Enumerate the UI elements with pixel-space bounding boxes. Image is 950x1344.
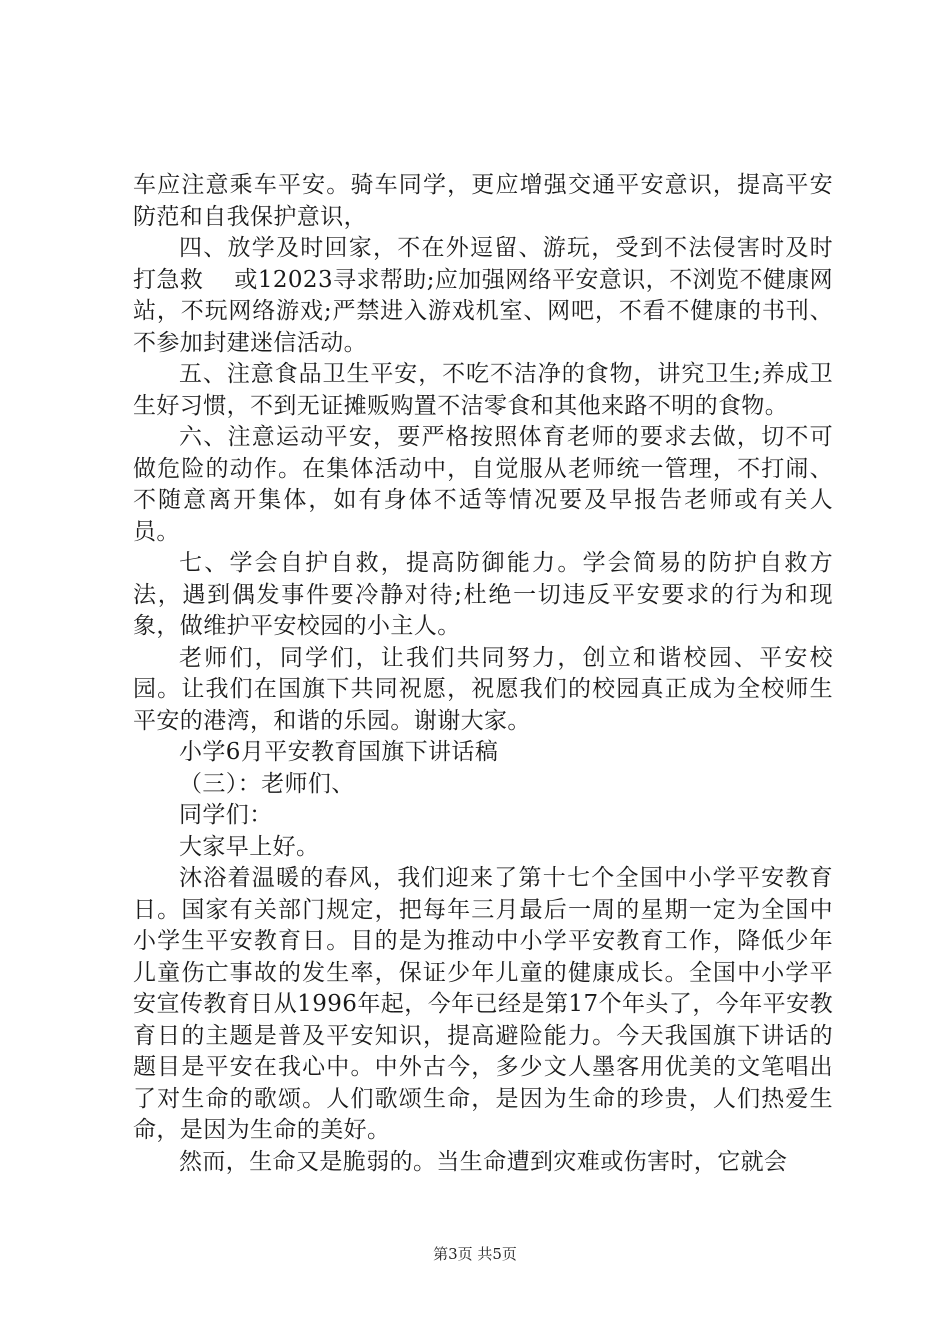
paragraph-last: 然而，生命又是脆弱的。当生命遭到灾难或伤害时，它就会 [179,1148,788,1175]
section-title: 小学6月平安教育国旗下讲话稿 [179,739,499,765]
page-number-footer: 第3页 共5页 [433,1245,517,1263]
greeting-students: 同学们： [179,802,273,828]
paragraph-3: 五、注意食品卫生平安，不吃不洁净的食物，讲究卫生;养成卫生好习惯，不到无证摊贩购置不洁零食和其他来路不明的食物。 [133,361,833,419]
paragraph-1: 车应注意乘车平安。骑车同学，更应增强交通平安意识，提高平安防范和自我保护意识， [133,172,833,230]
paragraph-body: 沐浴着温暖的春风，我们迎来了第十七个全国中小学平安教育日。国家有关部门规定，把每年三月最后一周的星期一定为全国中小学生平安教育日。目的是为推动中小学平安教育工作，降低少年儿童伤亡事故的发生率，保证少年儿童的健康成长。全国中小学平安宣传教育日从1996年起，今年已经是第17个年头了，今年平安教育日的主题是普及平安知识，提高避险能力。今天我国旗下讲话的题目是平安在我心中。中外古今，多少文人墨客用优美的文笔唱出了对生命的歌颂。人们歌颂生命，是因为生命的珍贵，人们热爱生命，是因为生命的美好。 [133,865,833,1143]
paragraph-6: 老师们，同学们，让我们共同努力，创立和谐校园、平安校园。让我们在国旗下共同祝愿，祝愿我们的校园真正成为全校师生平安的港湾，和谐的乐园。谢谢大家。 [133,644,833,734]
paragraph-4: 六、注意运动平安，要严格按照体育老师的要求去做，切不可做危险的动作。在集体活动中，自觉服从老师统一管理，不打闹、不随意离开集体，如有身体不适等情况要及早报告老师或有关人员。 [133,424,833,545]
greeting-morning: 大家早上好。 [179,833,320,860]
paragraph-2: 四、放学及时回家，不在外逗留、游玩，受到不法侵害时及时打急救 或12023寻求帮助;应加强网络平安意识，不浏览不健康网站，不玩网络游戏;严禁进入游戏机室、网吧，不看不健康的书刊、不参加封建迷信活动。 [133,235,833,356]
section-subtitle: （三）：老师们、 [179,770,355,797]
document-body [133,170,833,1178]
paragraph-5: 七、学会自护自救，提高防御能力。学会简易的防护自救方法，遇到偶发事件要冷静对待;杜绝一切违反平安要求的行为和现象，做维护平安校园的小主人。 [133,550,833,639]
